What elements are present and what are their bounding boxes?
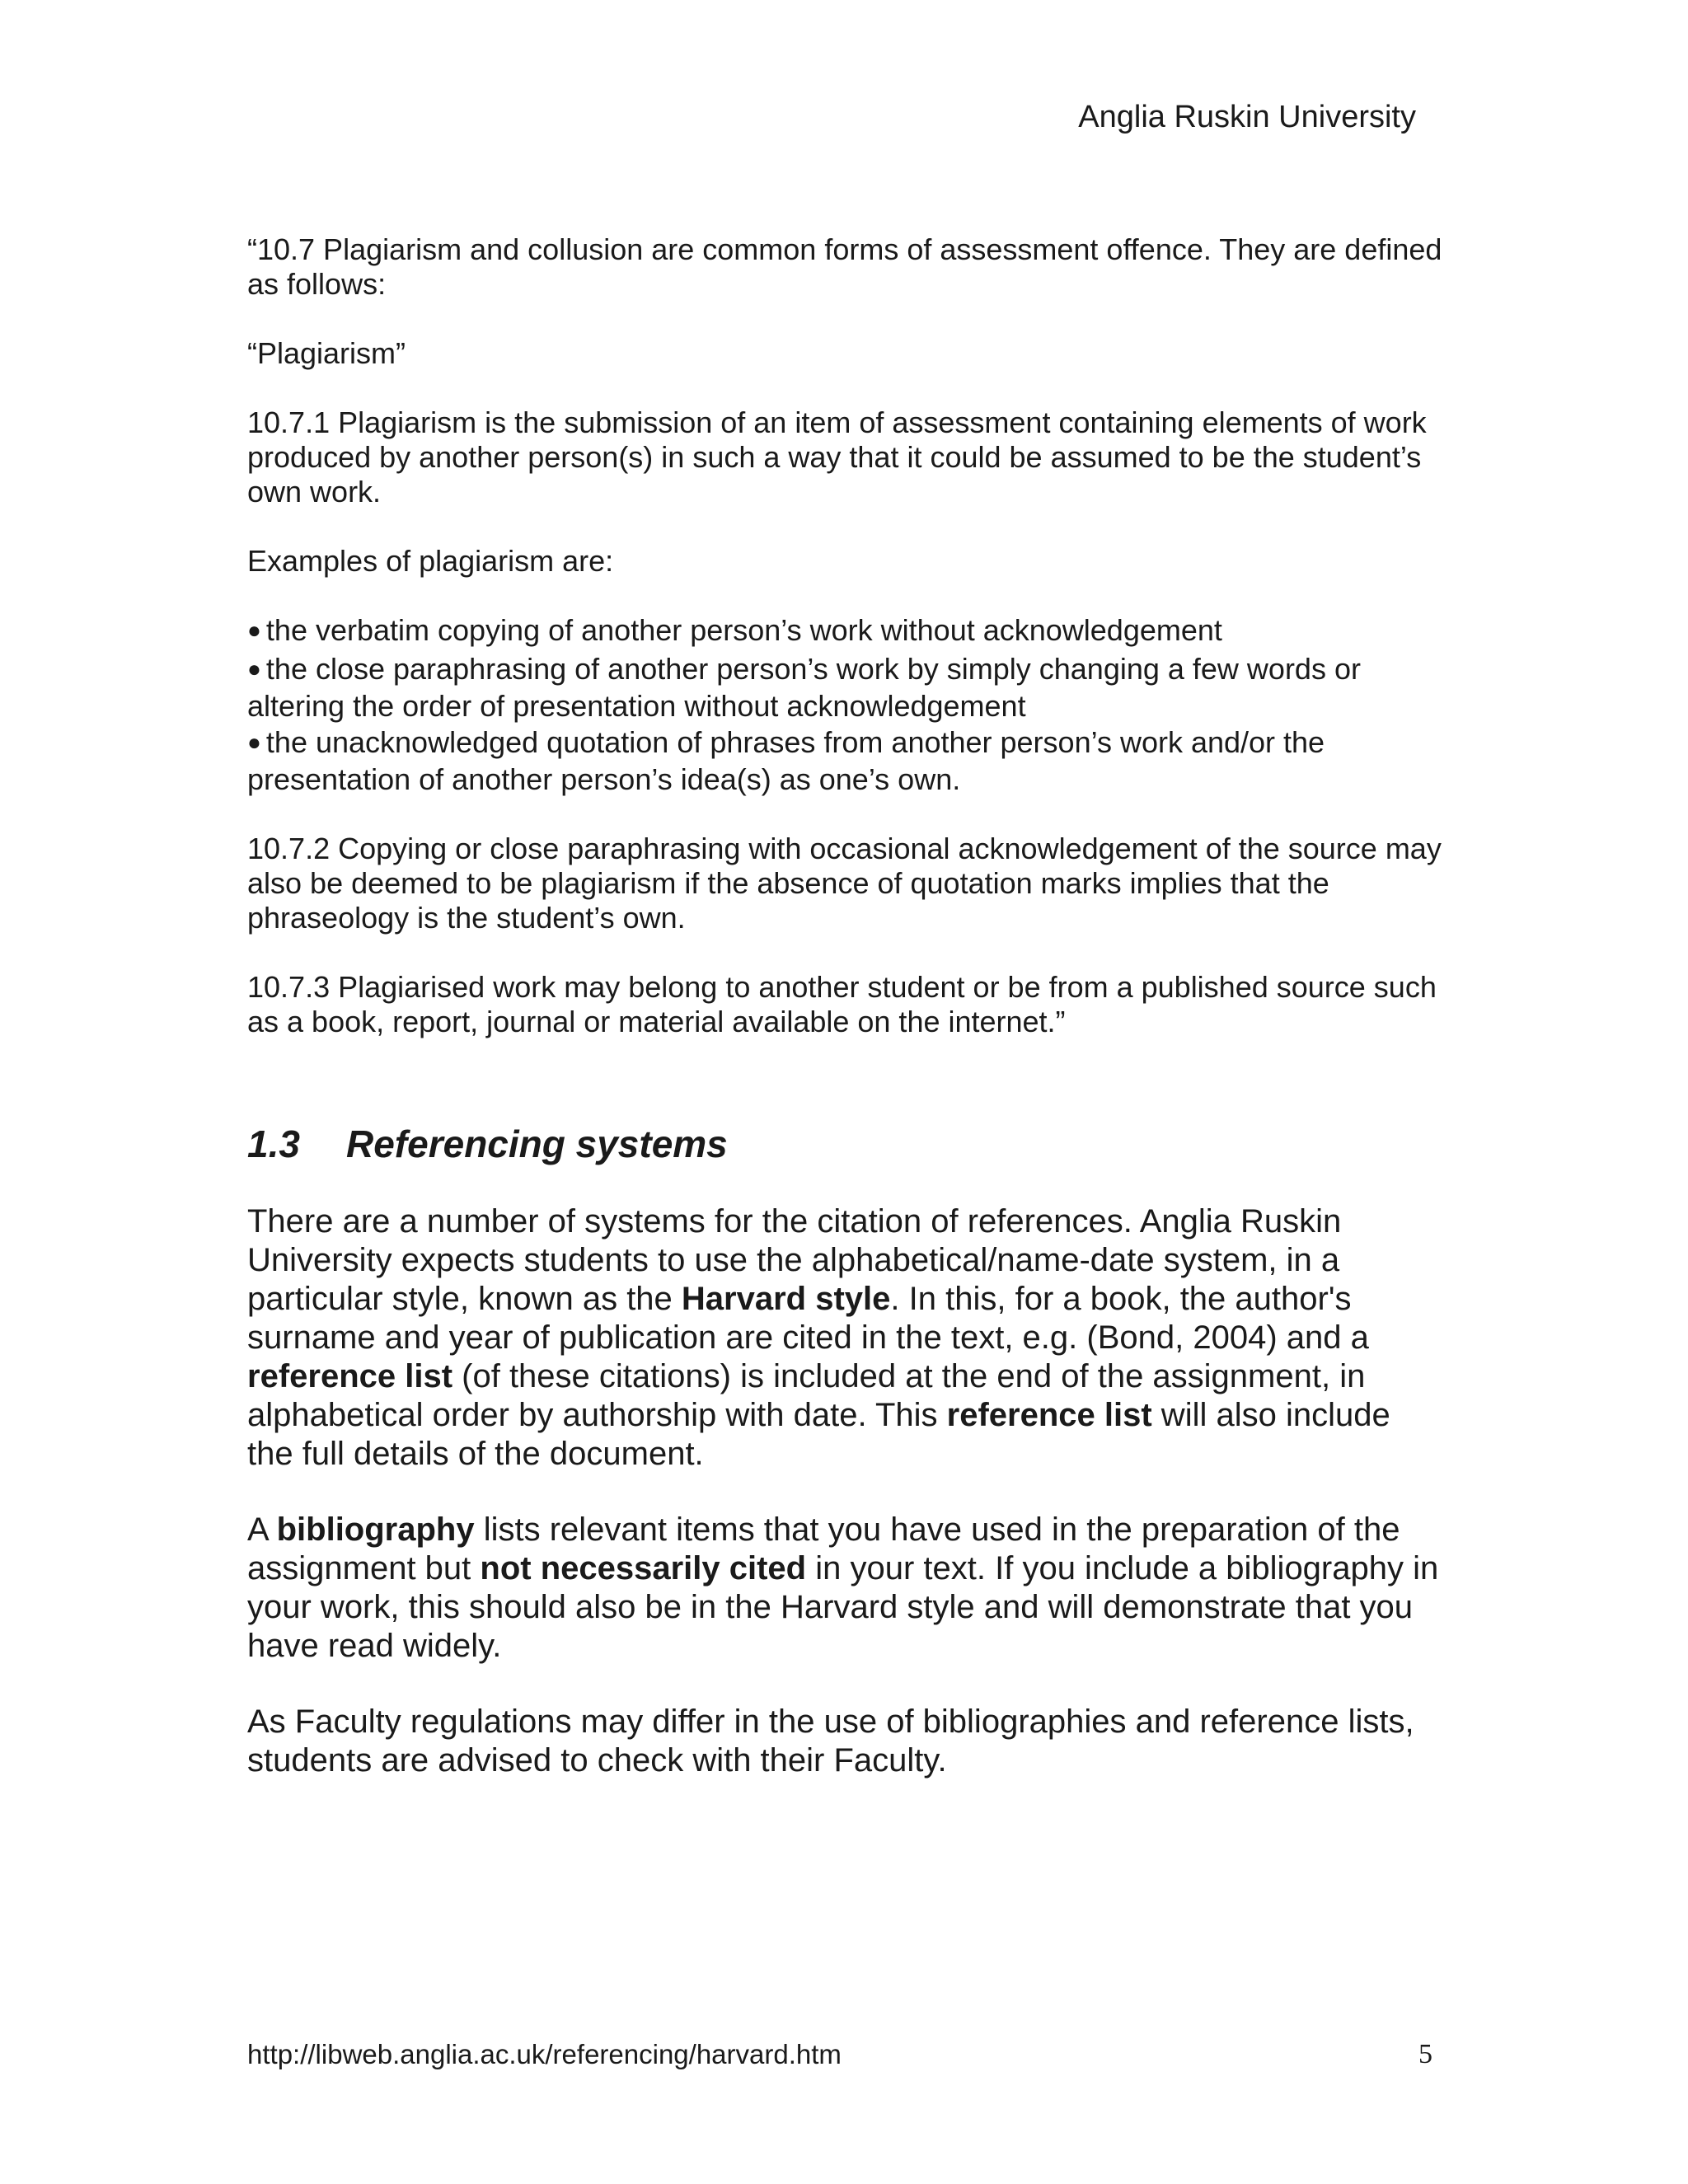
harvard-style-term: Harvard style <box>681 1281 891 1317</box>
list-item: ● the close paraphrasing of another person’s work by simply changing a few words or altering the order of presentation without acknowledgement <box>247 652 1361 723</box>
section-number: 1.3 <box>247 1122 300 1165</box>
reference-list-term: reference list <box>247 1358 453 1394</box>
page-content <box>247 232 1442 1817</box>
examples-heading: Examples of plagiarism are: <box>247 544 614 578</box>
bullet-icon: ● <box>247 617 261 643</box>
referencing-systems-section <box>247 1122 1442 1780</box>
referencing-paragraph-2: A bibliography lists relevant items that you have used in the preparation of the assignment but not necessarily cited in your text. If you include a bibliography in your work, this should also be in the Harvard style and will demonstrate that you have read widely. <box>247 1511 1439 1664</box>
regulations-quote <box>247 232 1442 1039</box>
referencing-paragraph-3: As Faculty regulations may differ in the use of bibliographies and reference lists, students are advised to check with their Faculty. <box>247 1704 1414 1779</box>
quote-intro: “10.7 Plagiarism and collusion are common forms of assessment offence. They are defined as follows: <box>247 232 1442 301</box>
bullet-icon: ● <box>247 729 261 755</box>
quote-term: “Plagiarism” <box>247 336 406 370</box>
referencing-paragraph-1: There are a number of systems for the citation of references. Anglia Ruskin University expects students to use the alphabetical/name-date system, in a particular style, known as the Harvard style. In this, for a book, the author's surname and year of publication are cited in the text, e.g. (Bond, 2004) and a reference list (of these citations) is included at the end of the assignment, in alphabetical order by authorship with date. This reference list will also include the full details of the document. <box>247 1203 1390 1472</box>
paragraph-10-7-2: 10.7.2 Copying or close paraphrasing with occasional acknowledgement of the source may also be deemed to be plagiarism if the absence of quotation marks implies that the phraseology is the student’s own. <box>247 832 1442 935</box>
not-necessarily-cited-term: not necessarily cited <box>480 1550 807 1586</box>
list-item: ● the unacknowledged quotation of phrases from another person’s work and/or the presentation of another person’s idea(s) as one’s own. <box>247 725 1325 796</box>
paragraph-10-7-1: 10.7.1 Plagiarism is the submission of an item of assessment containing elements of work produced by another person(s) in such a way that it could be assumed to be the student’s own work. <box>247 405 1427 509</box>
section-title: Referencing systems <box>346 1122 728 1165</box>
examples-list <box>247 613 1442 797</box>
page-header <box>1078 99 1416 135</box>
footer-url: http://libweb.anglia.ac.uk/referencing/harvard.htm <box>247 2039 842 2069</box>
paragraph-10-7-3: 10.7.3 Plagiarised work may belong to another student or be from a published source such as a book, report, journal or material available on the internet.” <box>247 970 1437 1038</box>
list-item: ● the verbatim copying of another person’s work without acknowledgement <box>247 613 1222 647</box>
bibliography-term: bibliography <box>276 1511 475 1548</box>
section-heading <box>247 1122 1442 1166</box>
institution-name: Anglia Ruskin University <box>1078 100 1416 134</box>
reference-list-term: reference list <box>946 1397 1152 1433</box>
bullet-icon: ● <box>247 656 261 682</box>
page-number: 5 <box>1418 2039 1432 2069</box>
